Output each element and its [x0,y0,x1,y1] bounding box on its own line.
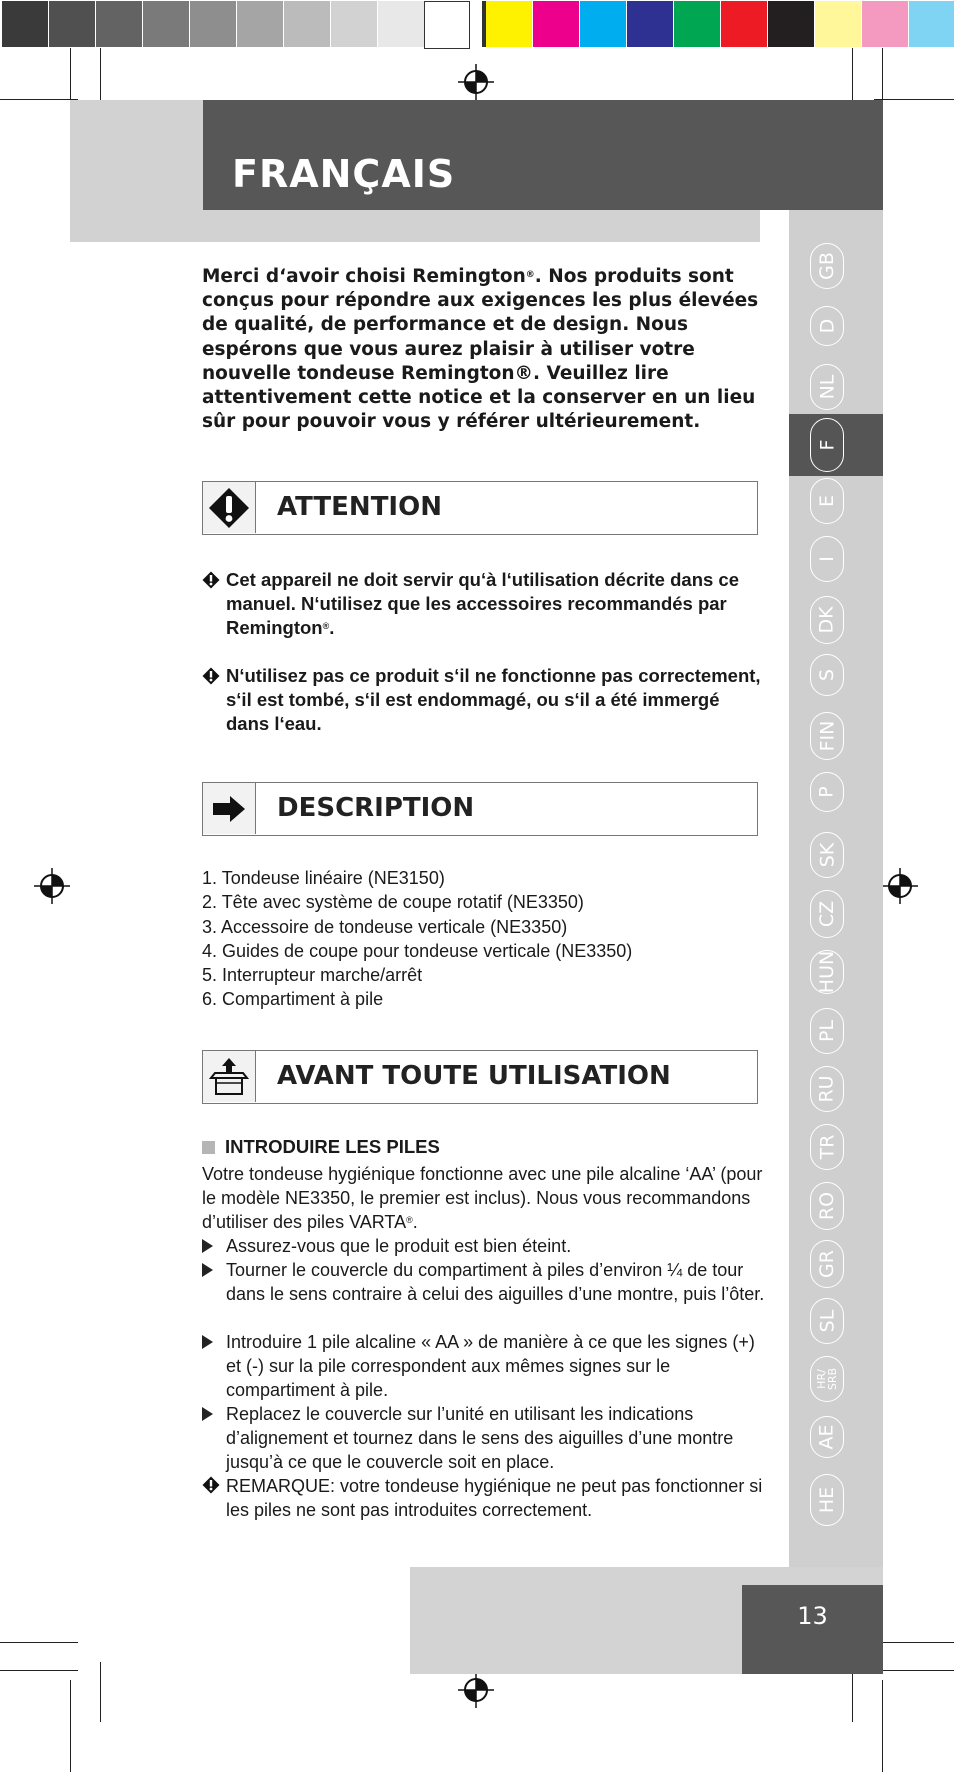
subsection-heading: INTRODUIRE LES PILES [202,1136,440,1158]
calibration-swatch [49,1,95,47]
language-tab-sl[interactable]: SL [810,1298,844,1344]
language-tab-sk[interactable]: SK [810,832,844,878]
step-item: Assurez-vous que le produit est bien éteint. [202,1234,772,1258]
language-tab-f[interactable]: F [810,418,844,472]
list-item: 1. Tondeuse linéaire (NE3150) [202,868,445,888]
language-tab-p[interactable]: P [810,772,844,812]
step-item: Replacez le couvercle sur l’unité en utilisant les indications d’alignement et tournez dans le sens des aiguilles d’une montre jusqu’à ce que le couvercle soit en place. [202,1402,772,1474]
color-calibration-bar [0,0,954,50]
section-before-use [202,1050,758,1104]
language-tab-he[interactable]: HE [810,1474,844,1526]
list-item: 3. Accessoire de tondeuse verticale (NE3350) [202,916,568,937]
warning-item: Cet appareil ne doit servir qu‘à l‘utilisation décrite dans ce manuel. N‘utilisez que les accessoires recommandés par Remington®. [202,568,762,640]
language-tab-pl[interactable]: PL [810,1008,844,1054]
calibration-swatch [237,1,283,47]
language-tab-ro[interactable]: RO [810,1182,844,1230]
language-tab-e[interactable]: E [810,478,844,524]
page-title: FRANÇAIS [232,152,456,196]
language-tab-ae[interactable]: AE [810,1416,844,1458]
section-title: DESCRIPTION [277,793,475,823]
language-tab-i[interactable]: I [810,536,844,582]
list-item: 6. Compartiment à pile [202,989,384,1010]
section-title: ATTENTION [277,492,442,522]
calibration-swatch [533,1,579,47]
warning-bullet-icon [202,571,220,589]
calibration-swatch [424,1,470,49]
language-tab-nl[interactable]: NL [810,364,844,410]
calibration-swatch [721,1,767,47]
language-tab-d[interactable]: D [810,306,844,346]
calibration-swatch [580,1,626,47]
calibration-swatch [96,1,142,47]
registration-mark-icon [458,1672,494,1708]
calibration-swatch [331,1,377,47]
calibration-swatch [143,1,189,47]
calibration-swatch [2,1,48,47]
calibration-swatch [909,1,954,47]
language-tab-gr[interactable]: GR [810,1240,844,1288]
language-tab-fin[interactable]: FIN [810,712,844,760]
battery-paragraph: Votre tondeuse hygiénique fonctionne avec une pile alcaline ‘AA’ (pour le modèle NE3350, le premier est inclus). Nous vous recommandons d’utiliser des piles VARTA®. [202,1164,763,1233]
registration-mark-icon [458,64,494,100]
list-item: 5. Interrupteur marche/arrêt [202,965,423,986]
calibration-swatch [674,1,720,47]
note-item: REMARQUE: votre tondeuse hygiénique ne peut pas fonctionner si les piles ne sont pas introduites correctement. [202,1474,772,1522]
calibration-swatch [768,1,814,47]
list-item: 4. Guides de coupe pour tondeuse verticale (NE3350) [202,940,633,961]
triangle-bullet-icon [202,1263,213,1277]
section-description [202,782,758,836]
list-item: 2. Tête avec système de coupe rotatif (NE3350) [202,892,584,913]
calibration-swatch [815,1,861,47]
step-item: Tourner le couvercle du compartiment à piles d’environ ¼ de tour dans le sens contraire à celui des aiguilles d’une montre, puis l’ôter. [202,1258,772,1306]
language-tab-hrsrb[interactable]: HR/ SRB [810,1356,844,1402]
registration-mark-icon [34,868,70,904]
calibration-swatch [486,1,532,47]
unbox-icon [203,1051,256,1102]
language-tab-s[interactable]: S [810,654,844,696]
intro-paragraph: Merci d‘avoir choisi Remington®. Nos produits sont conçus pour répondre aux exigences les plus élevées de qualité, de performance et de design. Nous espérons que vous aurez plaisir à utiliser votre nouvelle tondeuse Remington®. Veuillez lire attentivement cette notice et la conserver en un lieu sûr pour pouvoir vous y référer ultérieurement. [202,266,759,433]
language-tab-hun[interactable]: HUN [810,950,844,994]
language-tab-cz[interactable]: CZ [810,890,844,938]
triangle-bullet-icon [202,1407,213,1421]
calibration-swatch [862,1,908,47]
square-bullet-icon [202,1141,215,1154]
warning-bullet-icon [202,1476,220,1494]
language-tab-tr[interactable]: TR [810,1124,844,1170]
triangle-bullet-icon [202,1335,213,1349]
warning-bullet-icon [202,667,220,685]
calibration-swatch [284,1,330,47]
arrow-right-icon [203,783,256,834]
page-number: 13 [797,1602,828,1630]
language-tab-dk[interactable]: DK [810,596,844,644]
calibration-swatch [378,1,424,47]
language-tab-ru[interactable]: RU [810,1066,844,1112]
warning-diamond-icon [203,482,256,533]
calibration-swatch [627,1,673,47]
language-tab-gb[interactable]: GB [810,243,844,289]
section-attention [202,481,758,535]
warning-item: N‘utilisez pas ce produit s‘il ne fonctionne pas correctement, s‘il est tombé, s‘il est endommagé, ou s‘il a été immergé dans l‘eau. [202,664,762,736]
triangle-bullet-icon [202,1239,213,1253]
calibration-swatch [190,1,236,47]
registration-mark-icon [882,868,918,904]
step-item: Introduire 1 pile alcaline « AA » de manière à ce que les signes (+) et (-) sur la pile correspondent aux mêmes signes sur le compartiment à pile. [202,1330,772,1402]
description-list [202,866,762,1012]
section-title: AVANT TOUTE UTILISATION [277,1061,671,1091]
